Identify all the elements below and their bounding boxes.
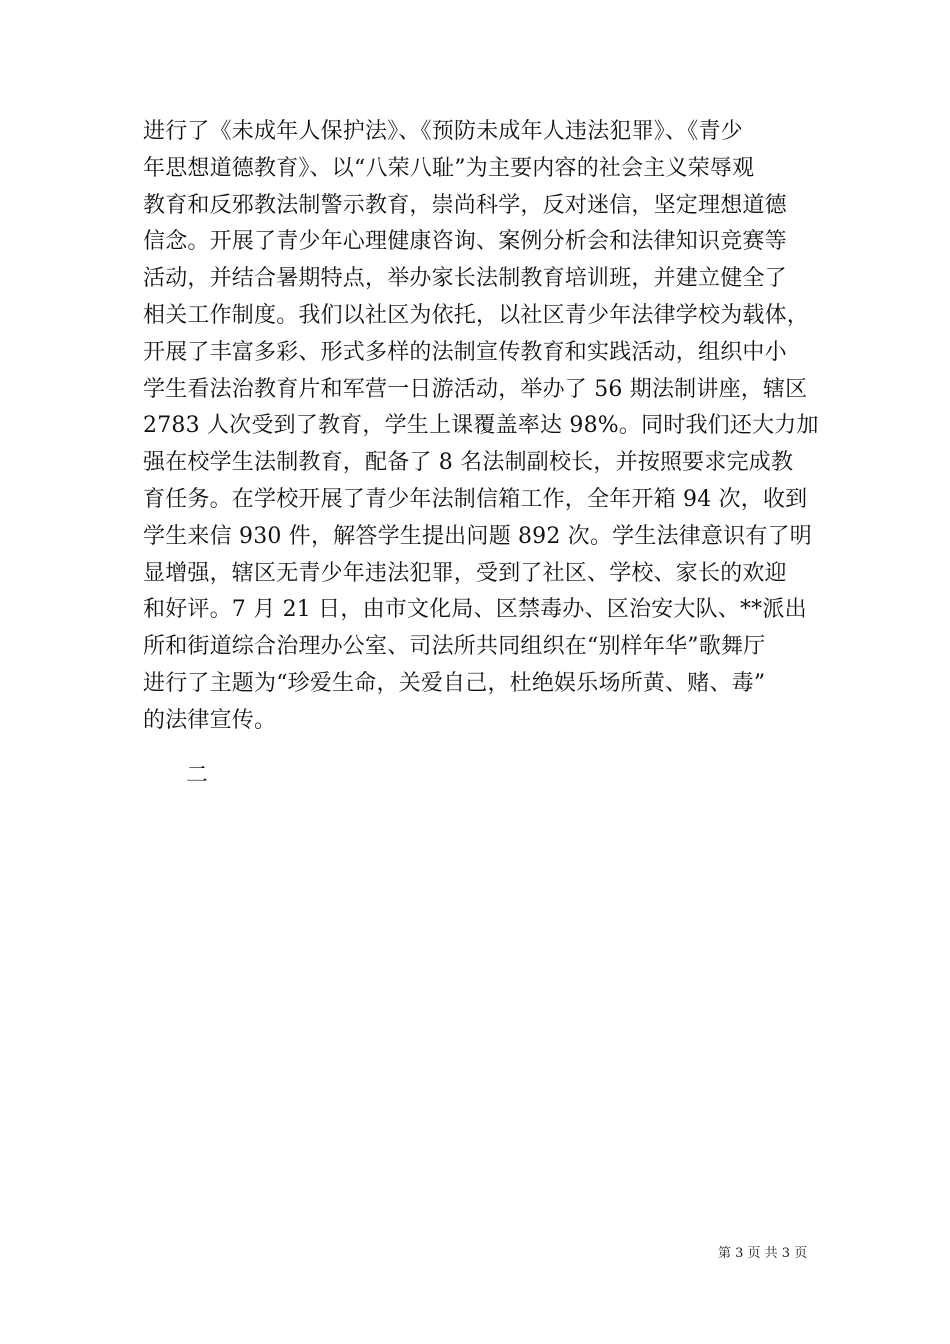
text-line: 2783 人次受到了教育，学生上课覆盖率达 98%。同时我们还大力加 [143,413,819,439]
text-line: 学生来信 930 件，解答学生提出问题 892 次。学生法律意识有了明 [143,523,812,549]
text-line: 学生看法治教育片和军营一日游活动，举办了 56 期法制讲座，辖区 [143,376,808,402]
text-line: 强在校学生法制教育，配备了 8 名法制副校长，并按照要求完成教 [143,450,794,476]
text-line: 活动，并结合暑期特点，举办家长法制教育培训班，并建立健全了 [143,266,787,292]
text-line: 进行了主题为“珍爱生命，关爱自己，杜绝娱乐场所黄、赌、毒” [143,670,766,696]
text-line: 信念。开展了青少年心理健康咨询、案例分析会和法律知识竞赛等 [143,229,787,255]
text-line: 进行了《未成年人保护法》、《预防未成年人违法犯罪》、《青少 [143,119,743,144]
text-line: 的法律宣传。 [143,707,277,733]
text-line: 和好评。7 月 21 日，由市文化局、区禁毒办、区治安大队、**派出 [143,597,807,623]
section-heading: 二 [186,763,209,788]
text-line: 开展了丰富多彩、形式多样的法制宣传教育和实践活动，组织中小 [143,339,787,365]
text-line: 年思想道德教育》、以“八荣八耻”为主要内容的社会主义荣辱观 [143,155,755,181]
body-paragraph [143,114,823,740]
text-line: 相关工作制度。我们以社区为依托，以社区青少年法律学校为载体， [143,302,810,328]
text-line: 所和街道综合治理办公室、司法所共同组织在“别样年华”歌舞厅 [143,634,766,660]
page-number-footer: 第 3 页 共 3 页 [718,1246,808,1261]
text-line: 教育和反邪教法制警示教育，崇尚科学，反对迷信，坚定理想道德 [143,192,787,218]
text-line: 育任务。在学校开展了青少年法制信箱工作，全年开箱 94 次，收到 [143,486,808,512]
text-line: 显增强，辖区无青少年违法犯罪，受到了社区、学校、家长的欢迎 [143,560,787,586]
